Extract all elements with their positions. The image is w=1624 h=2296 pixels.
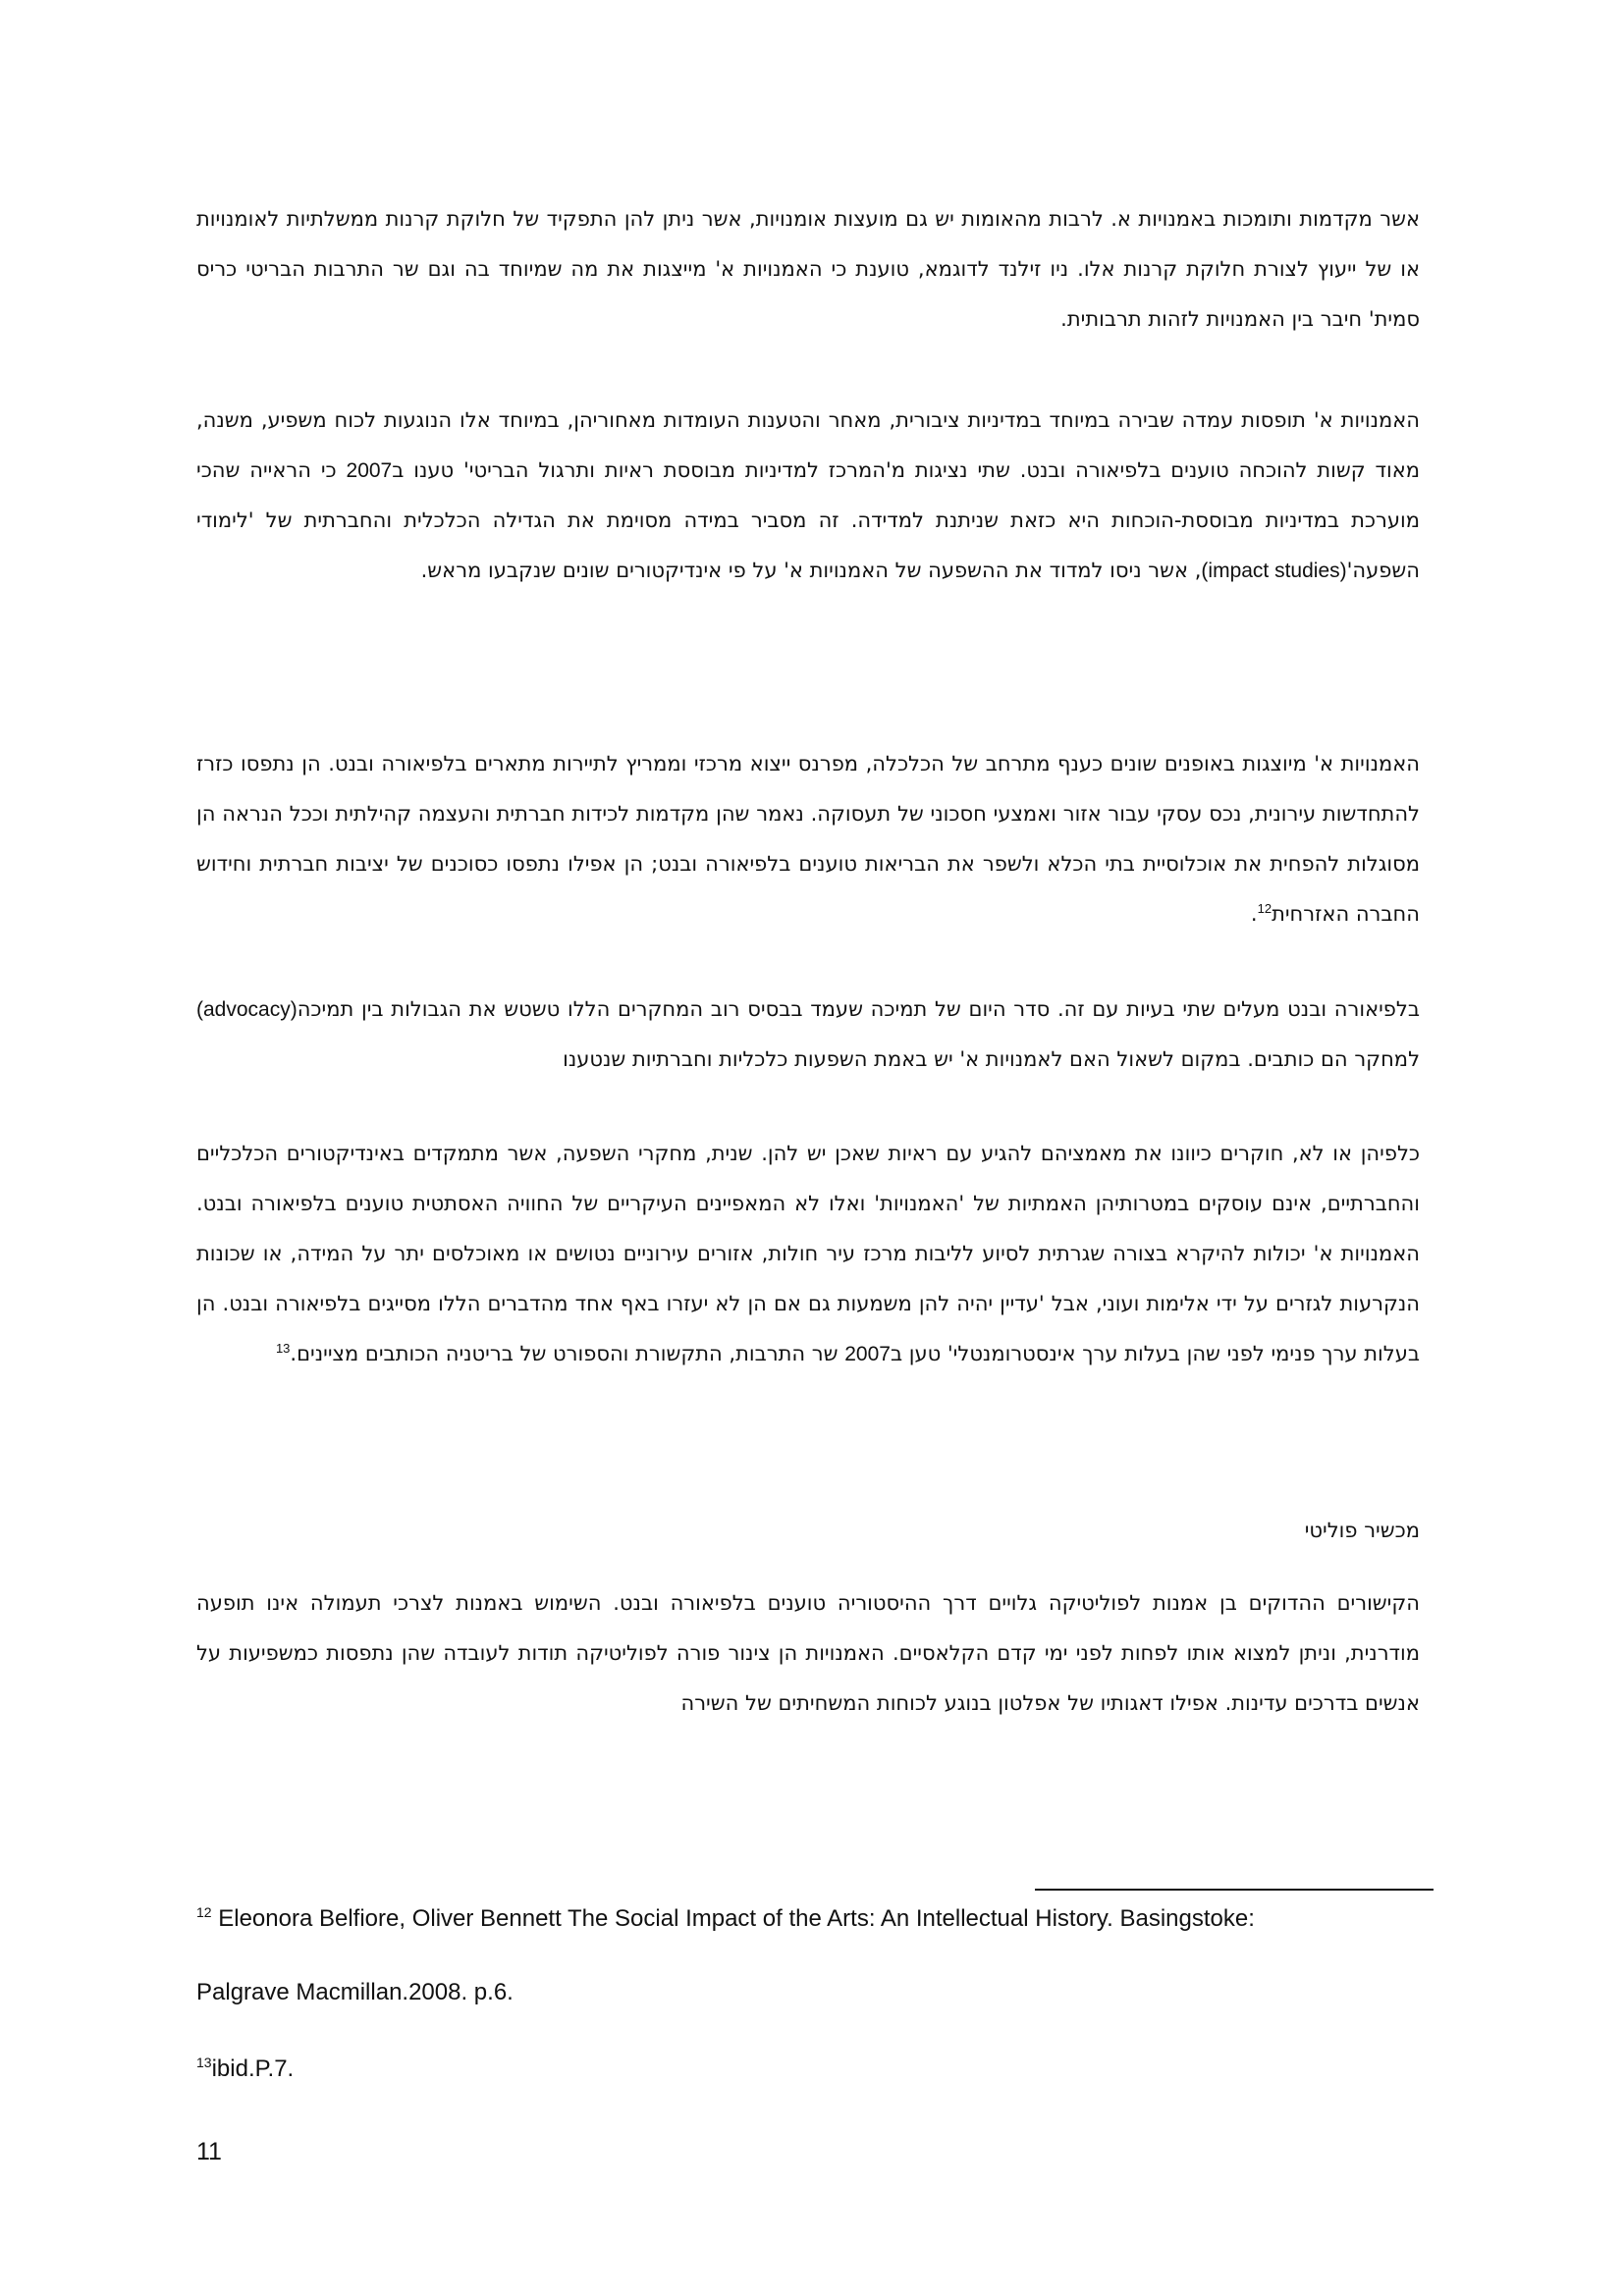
footnote-12-continued: Palgrave Macmillan.2008. p.6. xyxy=(196,1979,514,2005)
paragraph-advocacy-continued: כלפיהן או לא, חוקרים כיוונו את מאמציהם להגיע עם ראיות שאכן יש להן. שנית, מחקרי השפעה, אשר מתמקדים באינדיקטורים הכלכליים והחברתיים, אינם עוסקים במטרותיהן האמתיות של 'האמנויות' ואלו לא המאפיינים העיקריים של החוויה האסתטית טוענים בלפיאורה ובנט. האמנויות א' יכולות להיקרא בצורה שגרתית לסיוע לליבות מרכז עיר חולות, אזורים עירוניים נטושים או מאוכלסים יתר על המידה, או שכונות הנקרעות לגזרים על ידי אלימות ועוני, אבל 'עדיין יהיה להן משמעות גם אם הן לא יעזרו באף אחד מהדברים הללו מסייגים בלפיאורה ובנט. הן בעלות ערך פנימי לפני שהן בעלות ערך אינסטרומנטלי' טען ב2007 שר התרבות, התקשורת והספורט של בריטניה הכותבים מציינים.$^{13}$ xyxy=(196,1142,1420,1365)
footnote-13: $^{13}$ibid.P.7. xyxy=(196,2055,295,2082)
paragraph-advocacy-problems: בלפיאורה ובנט מעלים שתי בעיות עם זה. סדר היום של תמיכה שעמד בבסיס רוב המחקרים הללו טשטש את הגבולות בין תמיכה(advocacy) למחקר הם כותבים. במקום לשאול האם לאמנויות א' יש באמת השפעות כלכליות וחברתיות שנטענו xyxy=(196,997,1420,1071)
page-number: 11 xyxy=(196,2138,222,2165)
paragraph-economic-representation: האמנויות א' מיוצגות באופנים שונים כענף מתרחב של הכלכלה, מפרנס ייצוא מרכזי וממריץ לתיירות מתארים בלפיאורה ובנט. הן נתפסו כזרז להתחדשות עירונית, נכס עסקי עבור אזור ואמצעי חסכוני של תעסוקה. נאמר שהן מקדמות לכידות חברתית והעצמה קהילתית וככל הנראה הן מסוגלות להפחית את אוכלוסיית בתי הכלא ולשפר את הבריאות טוענים בלפיאורה ובנט; הן אפילו נתפסו כסוכנים של יציבות חברתית וחידוש החברה האזרחית$^{12}$. xyxy=(196,752,1420,926)
paragraph-evidence-based-policy: האמנויות א' תופסות עמדה שבירה במיוחד במדיניות ציבורית, מאחר והטענות העומדות מאחוריהן, במיוחד אלו הנוגעות לכוח משפיע, משנה, מאוד קשות להוכחה טוענים בלפיאורה ובנט. שתי נציגות מ'המרכז למדיניות מבוססת ראיות ותרגול הבריטי' טענו ב2007 כי הראייה שהכי מוערכת במדיניות מבוססת-הוכחות היא כזאת שניתנת למדידה. זה מסביר במידה מסוימת את הגדילה הכלכלית והחברתית של 'לימודי השפעה'(impact studies), אשר ניסו למדוד את ההשפעה של האמנויות א' על פי אינדיקטורים שונים שנקבעו מראש. xyxy=(196,408,1421,582)
footnote-ref-12[interactable]: 12 xyxy=(1257,901,1272,916)
footnote-12: $^{12}$ Eleonora Belfiore, Oliver Bennett The Social Impact of the Arts: An Intellectual History. Basingstoke: xyxy=(196,1904,1255,1932)
footnote-ref-13[interactable]: 13 xyxy=(275,1341,291,1356)
footnote-separator xyxy=(1035,1889,1434,1891)
paragraph-political-instrument: הקישורים ההדוקים בן אמנות לפוליטיקה גלויים דרך ההיסטוריה טוענים בלפיאורה ובנט. השימוש באמנות לצרכי תעמולה אינו תופעה מודרנית, וניתן למצוא אותו לפחות לפני ימי קדם הקלאסיים. האמנויות הן צינור פורה לפוליטיקה תודות לעובדה שהן נתפסות כמשפיעות על אנשים בדרכים עדינות. אפילו דאגותיו של אפלטון בנוגע לכוחות המשחיתים של השירה xyxy=(196,1591,1420,1715)
paragraph-arts-councils: אשר מקדמות ותומכות באמנויות א. לרבות מהאומות יש גם מועצות אומנויות, אשר ניתן להן התפקיד של חלוקת קרנות ממשלתיות לאומנויות או של ייעוץ לצורת חלוקת קרנות אלו. ניו זילנד לדוגמא, טוענת כי האמנויות א' מייצגות את מה שמיוחד בה וגם שר התרבות הבריטי כריס סמית' חיבר בין האמנויות לזהות תרבותית. xyxy=(196,207,1420,331)
section-heading: מכשיר פוליטי xyxy=(1304,1519,1420,1542)
